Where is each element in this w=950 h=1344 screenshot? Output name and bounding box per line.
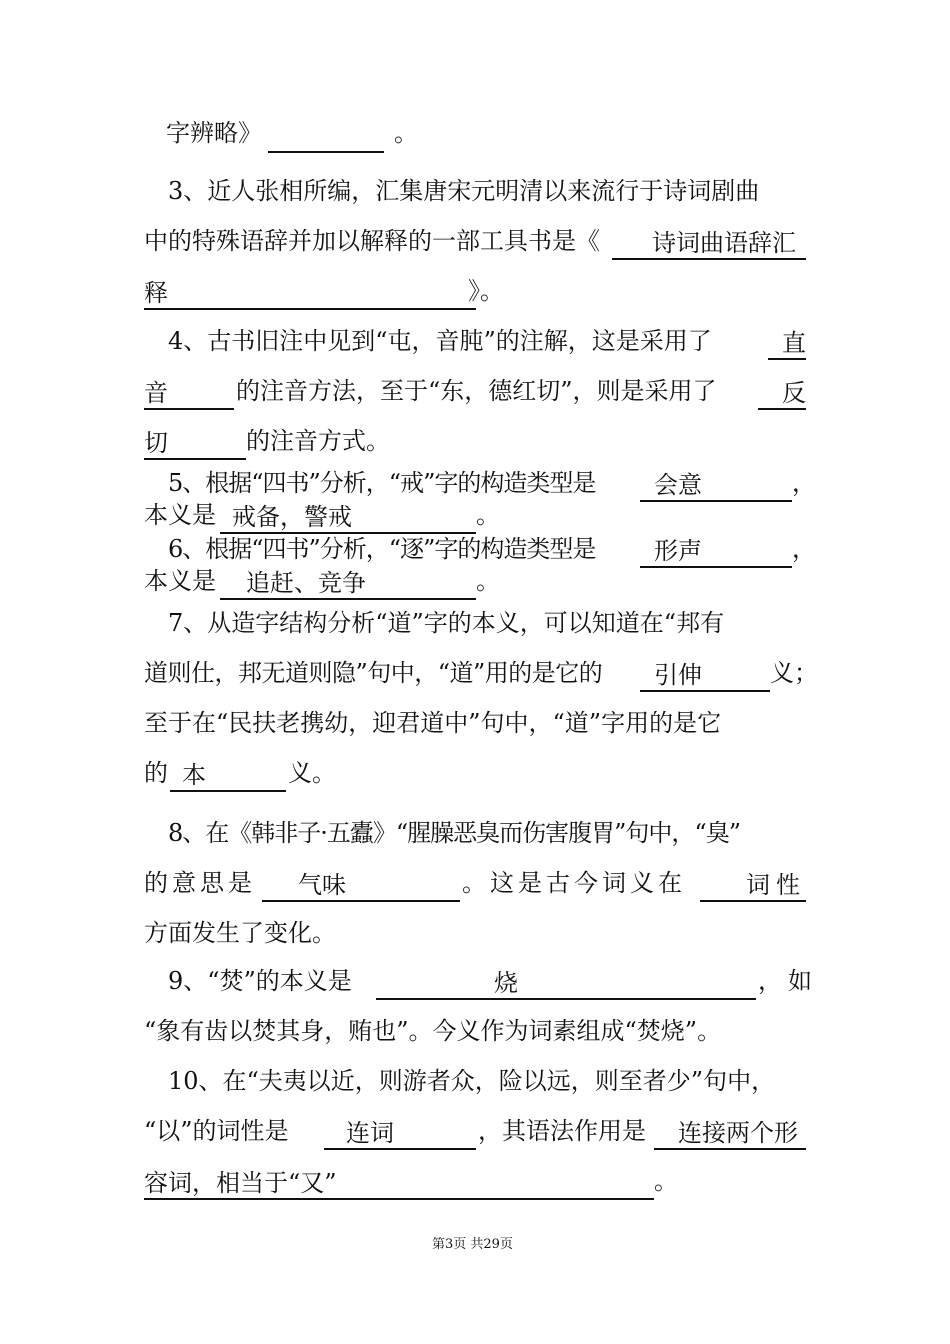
- q4-answer2-part2: 切: [144, 428, 246, 460]
- q8-answer1: 气味: [262, 870, 460, 902]
- q9-line1-text: 9、“焚”的本义是: [168, 967, 352, 995]
- q5-answer2: 戒备，警戒: [220, 502, 476, 534]
- q5-end: 。: [476, 501, 500, 529]
- q10-line2-mid: ，其语法作用是: [478, 1117, 646, 1145]
- q2-line1-text: 字辨略》: [166, 119, 262, 147]
- q9-answer: 烧: [376, 968, 756, 1000]
- q7-line2-text: 道则仕，邦无道则隐”句中，“道”用的是它的: [144, 659, 603, 687]
- q5-line1-text: 5、根据“四书”分析，“戒”字的构造类型是: [168, 469, 596, 497]
- q3-end: 》。: [468, 277, 504, 305]
- q4-answer2-part1: 反: [758, 378, 806, 410]
- q9-line2: “象有齿以焚其身，贿也”。今义作为词素组成“焚烧”。: [144, 1017, 722, 1045]
- q3-answer-part1: 诗词曲语辞汇: [612, 228, 806, 260]
- q10-answer2-part1: 连接两个形: [654, 1118, 806, 1150]
- q8-line3: 方面发生了变化。: [144, 919, 336, 947]
- q10-line2-text: “以”的词性是: [144, 1117, 289, 1145]
- q7-line2-end: 义；: [770, 659, 818, 687]
- q4-line3-text: 的注音方式。: [246, 427, 390, 455]
- q6-comma: ，: [792, 535, 816, 563]
- q5-comma: ，: [792, 469, 816, 497]
- q7-answer2: 本: [170, 760, 286, 792]
- q7-answer1: 引伸: [640, 660, 770, 692]
- q10-end: 。: [654, 1167, 678, 1195]
- q9-line1-end: ，如: [758, 967, 818, 995]
- q7-line4-text: 的: [144, 759, 168, 787]
- q4-answer1-part2: 音: [144, 378, 234, 410]
- q5-line2-text: 本义是: [144, 501, 216, 529]
- q7-line1: 7、从造字结构分析“道”字的本义，可以知道在“邦有: [168, 609, 725, 637]
- q10-line1: 10、在“夫夷以近，则游者众，险以远，则至者少”句中，: [168, 1067, 776, 1095]
- q8-answer2: 词性: [700, 870, 806, 902]
- q8-line2-text: 的意思是: [144, 869, 256, 897]
- q6-answer2: 追赶、竞争: [220, 568, 476, 600]
- q7-line3: 至于在“民扶老携幼，迎君道中”句中，“道”字用的是它: [144, 709, 722, 737]
- q3-line1: 3、近人张相所编，汇集唐宋元明清以来流行于诗词剧曲: [168, 177, 760, 205]
- q4-answer1-part1: 直: [768, 328, 806, 360]
- q4-line1-text: 4、古书旧注中见到“屯，音肫”的注解，这是采用了: [168, 327, 712, 355]
- q6-line1-text: 6、根据“四书”分析，“逐”字的构造类型是: [168, 535, 596, 563]
- q6-answer1: 形声: [640, 536, 792, 568]
- q10-answer1: 连词: [324, 1118, 476, 1150]
- q5-answer1: 会意: [640, 470, 792, 502]
- q2-line1-end: 。: [394, 119, 418, 147]
- q3-line2-text: 中的特殊语辞并加以解释的一部工具书是《: [144, 227, 600, 255]
- q6-end: 。: [476, 567, 500, 595]
- page-number: 第3页 共29页: [432, 1237, 513, 1252]
- q6-line2-text: 本义是: [144, 567, 216, 595]
- q2-answer-blank: [268, 121, 384, 153]
- q4-line2-text: 的注音方法，至于“东，德红切”，则是采用了: [236, 377, 717, 405]
- q10-answer2-part2: 容词，相当于“又”: [144, 1168, 654, 1200]
- q3-answer-part2: 释: [144, 278, 476, 310]
- q8-line2-mid: 。这是古今词义在: [462, 869, 686, 897]
- q8-line1: 8、在《韩非子·五蠹》“腥臊恶臭而伤害腹胃”句中，“臭”: [168, 819, 740, 847]
- q7-line4-end: 义。: [288, 759, 336, 787]
